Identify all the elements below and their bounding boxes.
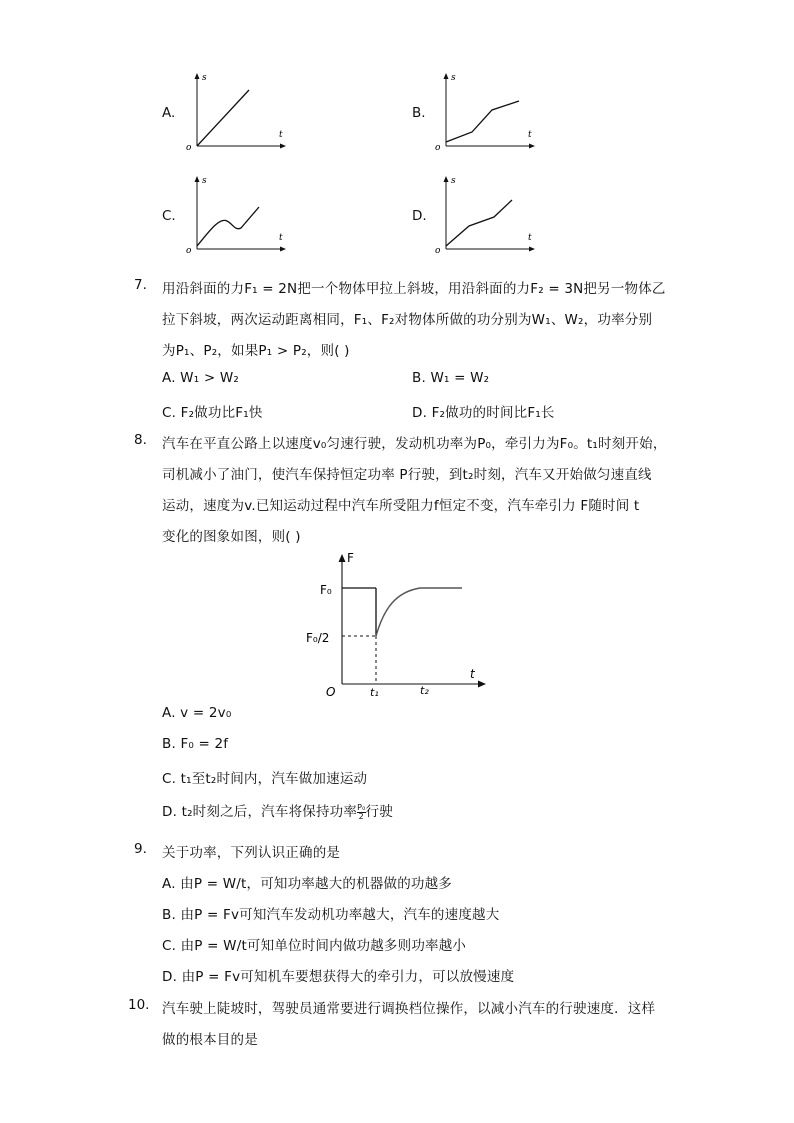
question-stem-line: 汽车在平直公路上以速度v₀匀速行驶，发动机功率为P₀，牵引力为F₀。t₁时刻开始， — [162, 436, 667, 452]
question-number: 10. — [128, 997, 150, 1013]
option-b: B. F₀ = 2f — [162, 736, 229, 752]
question-stem-line: 运动，速度为v.已知运动过程中汽车所受阻力f恒定不变，汽车牵引力 F随时间 t — [162, 498, 640, 514]
f0-label: F₀ — [320, 583, 332, 597]
question-stem-line: 变化的图象如图，则( ) — [162, 529, 301, 545]
fraction-p0-over-2 — [357, 804, 365, 821]
origin-label: o — [435, 246, 441, 256]
question-stem-line: 做的根本目的是 — [162, 1032, 258, 1048]
option-d — [162, 800, 393, 821]
question-stem-line: 拉下斜坡，两次运动距离相同，F₁、F₂对物体所做的功分别为W₁、W₂，功率分别 — [162, 312, 653, 328]
t-axis-label: t — [470, 667, 475, 681]
t-axis-label: t — [279, 130, 283, 140]
t-axis-label: t — [528, 130, 532, 140]
option-d: D. 由P = Fv可知机车要想获得大的牵引力，可以放慢速度 — [162, 969, 515, 985]
option-letter: B. — [412, 105, 426, 121]
question-stem-line: 关于功率，下列认识正确的是 — [162, 845, 341, 861]
fraction-denominator: 2 — [358, 811, 364, 821]
option-letter: C. — [162, 208, 176, 224]
option-a: A. v = 2v₀ — [162, 705, 232, 721]
t1-label: t₁ — [370, 686, 379, 699]
s-t-graph-c — [183, 173, 288, 259]
t-axis-label: t — [279, 233, 283, 243]
origin-label: o — [435, 143, 441, 153]
option-b: B. W₁ = W₂ — [412, 370, 490, 386]
s-t-graph-a — [183, 70, 288, 156]
question-number: 9. — [134, 841, 147, 857]
question-stem-line: 司机减小了油门，使汽车保持恒定功率 P行驶，到t₂时刻，汽车又开始做匀速直线 — [162, 467, 652, 483]
t2-label: t₂ — [420, 684, 429, 697]
s-t-graph-d — [432, 173, 537, 259]
question-number: 7. — [134, 277, 147, 293]
option-b: B. 由P = Fv可知汽车发动机功率越大，汽车的速度越大 — [162, 907, 500, 923]
s-axis-label: s — [451, 176, 456, 186]
question-stem-line: 用沿斜面的力F₁ = 2N把一个物体甲拉上斜坡，用沿斜面的力F₂ = 3N把另一物体乙 — [162, 281, 666, 297]
s-axis-label: s — [202, 176, 207, 186]
option-a: A. 由P = W/t，可知功率越大的机器做的功越多 — [162, 876, 453, 892]
question-stem-line: 汽车驶上陡坡时，驾驶员通常要进行调换档位操作，以减小汽车的行驶速度．这样 — [162, 1001, 656, 1017]
option-letter: D. — [412, 208, 427, 224]
option-c: C. F₂做功比F₁快 — [162, 405, 263, 421]
question-stem-line: 为P₁、P₂，如果P₁ > P₂，则( ) — [162, 343, 350, 359]
origin-label: O — [326, 685, 336, 699]
s-t-graph-b — [432, 70, 537, 156]
option-d-text-end: 行驶 — [365, 804, 393, 820]
origin-label: o — [186, 246, 192, 256]
question-number: 8. — [134, 432, 147, 448]
option-d-text: D. t₂时刻之后，汽车将保持功率 — [162, 804, 358, 820]
option-c: C. 由P = W/t可知单位时间内做功越多则功率越小 — [162, 938, 467, 954]
option-letter: A. — [162, 105, 176, 121]
f-axis-label: F — [347, 551, 354, 565]
option-d: D. F₂做功的时间比F₁长 — [412, 405, 555, 421]
f0-half-label: F₀/2 — [306, 631, 330, 645]
option-c: C. t₁至t₂时间内，汽车做加速运动 — [162, 771, 368, 787]
force-time-graph — [300, 548, 490, 700]
t-axis-label: t — [528, 233, 532, 243]
fraction-numerator: P₀ — [357, 802, 366, 812]
origin-label: o — [186, 143, 192, 153]
s-axis-label: s — [451, 73, 456, 83]
s-axis-label: s — [202, 73, 207, 83]
option-a: A. W₁ > W₂ — [162, 370, 239, 386]
